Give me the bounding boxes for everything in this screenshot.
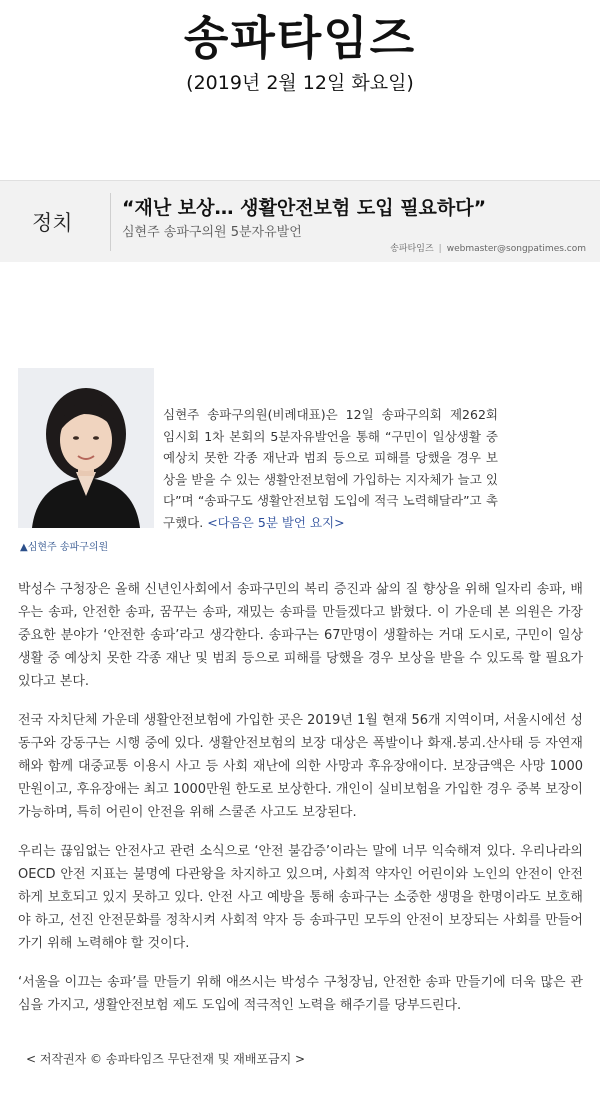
byline [390, 241, 586, 254]
body-paragraph: 박성수 구청장은 올해 신년인사회에서 송파구민의 복리 증진과 삶의 질 향상을 위해 일자리 송파, 배우는 송파, 안전한 송파, 꿈꾸는 송파, 재밌는 송파를 만들겠다고 밝혔다. 이 가운데 본 의원은 가장 중요한 분야가 ‘안전한 송파’라고 생각한다. 송파구는 67만명이 생활하는 거대 도시로, 구민이 일상생활 중 예상치 못한 각종 재난 및 범죄 등으로 피해를 당했을 경우 보상을 받을 수 있도록 할 필요가 있다고 본다. [18, 582, 583, 689]
article-headline: “재난 보상… 생활안전보험 도입 필요하다” [122, 197, 487, 219]
photo-caption: ▲심현주 송파구의원 [20, 542, 109, 553]
byline-publisher: 송파타임즈 [390, 244, 434, 254]
byline-separator: | [438, 244, 442, 254]
body-paragraph: 전국 자치단체 가운데 생활안전보험에 가입한 곳은 2019년 1월 현재 56개 지역이며, 서울시에선 성동구와 강동구는 시행 중에 있다. 생활안전보험의 보장 대상은 폭발이나 화재.붕괴.산사태 등 자연재해와 함께 대중교통 이용시 사고 등 사회 재난에 의한 사망과 후유장애이다. 보장금액은 사망 1000만원이고, 후유장애는 최고 1000만원 한도로 보상한다. 개인이 실비보험을 가입한 경우 중복 보장이 가능하며, 특히 어린이 안전을 위해 스쿨존 사고도 보장된다. [18, 713, 583, 820]
lead-paragraph [163, 404, 498, 533]
speech-summary-note: <다음은 5분 발언 요지> [207, 514, 345, 530]
issue-date: (2019년 2월 12일 화요일) [186, 72, 414, 94]
byline-email[interactable]: webmaster@songpatimes.com [446, 244, 586, 254]
article-header [0, 180, 600, 262]
portrait-illustration [18, 368, 154, 528]
article-body [18, 578, 583, 1033]
portrait-photo [18, 368, 154, 528]
article-subheadline: 심현주 송파구의원 5분자유발언 [122, 225, 302, 240]
body-paragraph: 우리는 끊임없는 안전사고 관련 소식으로 ‘안전 불감증’이라는 말에 너무 익숙해져 있다. 우리나라의 OECD 안전 지표는 불명예 다관왕을 차지하고 있으며, 사회적 약자인 어린이와 노인의 안전이 안전하게 보호되고 있지 못하고 있다. 안전 사고 예방을 통해 송파구는 소중한 생명을 한명이라도 보호해야 하고, 선진 안전문화를 정착시켜 사회적 약자 등 송파구민 모두의 안전이 보장되는 사회를 만들어가기 위해 노력해야 할 것이다. [18, 844, 583, 951]
newspaper-title: 송파타임즈 [183, 11, 417, 65]
masthead [0, 8, 600, 96]
lead-text: 심현주 송파구의원(비례대표)은 12일 송파구의회 제262회 임시회 1차 본회의 5분자유발언을 통해 “구민이 일상생활 중 예상치 못한 각종 재난과 범죄 등으로 피해를 당했을 경우 보상을 받을 수 있는 생활안전보험에 가입하는 지자체가 늘고 있다”며 “송파구도 생활안전보험 도입에 적극 노력해달라”고 촉구했다. [163, 407, 498, 530]
section-label[interactable]: 정치 [32, 211, 73, 235]
body-paragraph: ‘서울을 이끄는 송파’를 만들기 위해 애쓰시는 박성수 구청장님, 안전한 송파 만들기에 더욱 많은 관심을 가지고, 생활안전보험 제도 도입에 적극적인 노력을 해주기를 당부드린다. [18, 975, 583, 1013]
header-divider [110, 193, 111, 251]
copyright-notice: < 저작권자 © 송파타임즈 무단전재 및 재배포금지 > [26, 1052, 306, 1066]
